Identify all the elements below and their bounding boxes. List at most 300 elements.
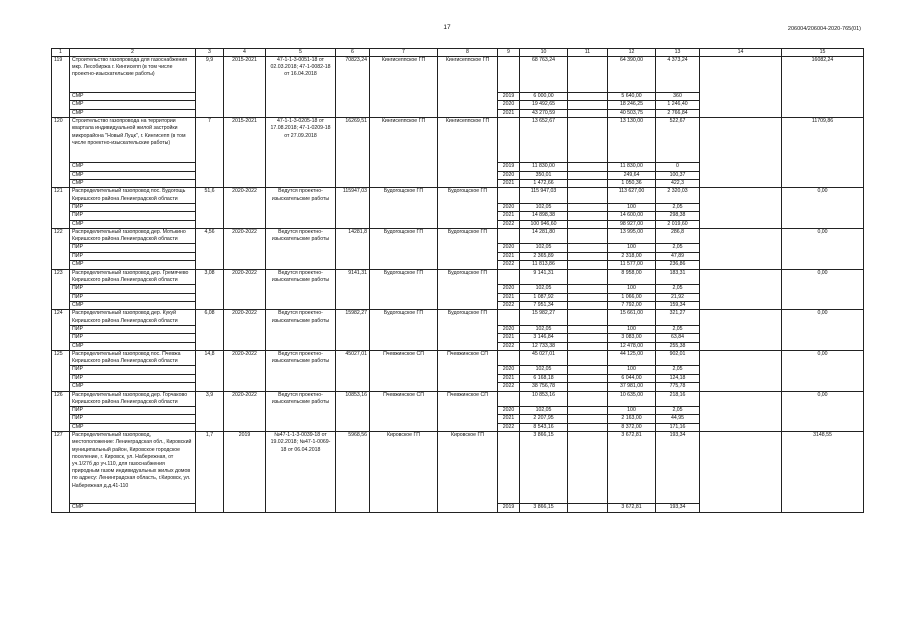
municipality: Будогощское ГП [370,310,438,351]
year: 2019 [498,93,520,101]
year: 2021 [498,415,520,423]
year-amount: 11 830,00 [520,163,568,171]
work-type: СМР [70,301,196,309]
empty-cell [568,334,608,342]
work-type: СМР [70,261,196,269]
year-local: 2 766,84 [656,109,700,117]
year-local: 2,05 [656,203,700,211]
expertise-document: 47-1-1-3-0051-18 от 02.03.2018; 47-1-0082-18 от 16.04.2018 [266,57,336,118]
empty-cell [568,118,608,163]
empty-cell [568,310,608,325]
page-number: 17 [443,24,451,31]
year-local: 100,37 [656,171,700,179]
year-local: 63,84 [656,334,700,342]
total-amount: 45 027,01 [520,350,568,365]
empty-cell [568,285,608,293]
total-amount: 15 982,27 [520,310,568,325]
balance-amount: 0,00 [782,310,864,351]
local-budget: 321,27 [656,310,700,325]
column-header: 7 [370,49,438,57]
year-regional: 8 372,00 [608,423,656,431]
empty-cell [700,269,782,310]
year-amount: 14 898,38 [520,212,568,220]
length-km: 6,08 [196,310,224,351]
object-name: Распределительный газопровод дер. Кукуй Киришского района Ленинградской области [70,310,196,325]
empty-cell [568,261,608,269]
year-regional: 37 981,00 [608,383,656,391]
column-header: 5 [266,49,336,57]
expertise-document: Ведутся проектно-изыскательские работы [266,391,336,432]
year: 2022 [498,220,520,228]
empty-cell [568,163,608,171]
row-number: 121 [52,188,70,229]
estimated-cost: 14281,8 [336,229,370,270]
municipality: Кингисеппское ГП [370,57,438,118]
table-row [52,350,864,365]
regional-budget: 13 130,00 [608,118,656,163]
customer: Будогощское ГП [438,229,498,270]
estimated-cost: 115947,03 [336,188,370,229]
row-number: 126 [52,391,70,432]
year-local: 193,34 [656,504,700,512]
municipality: Пчевжинское СП [370,350,438,391]
year-amount: 350,01 [520,171,568,179]
year-amount: 102,05 [520,366,568,374]
year: 2022 [498,342,520,350]
estimated-cost: 16269,51 [336,118,370,188]
work-type: ПИР [70,366,196,374]
regional-budget: 10 635,00 [608,391,656,406]
customer: Пчевжинское СП [438,391,498,432]
year: 2022 [498,383,520,391]
customer: Кировское ГП [438,432,498,512]
empty-cell [568,423,608,431]
empty-cell [568,293,608,301]
year: 2019 [498,504,520,512]
length-km: 9,9 [196,57,224,118]
column-header: 12 [608,49,656,57]
work-type: СМР [70,342,196,350]
year-regional: 5 640,00 [608,93,656,101]
year-local: 124,18 [656,374,700,382]
municipality: Будогощское ГП [370,188,438,229]
balance-amount: 16082,24 [782,57,864,118]
year-local: 2,05 [656,285,700,293]
year-local: 298,38 [656,212,700,220]
year-regional: 40 503,75 [608,109,656,117]
year-regional: 3 672,81 [608,504,656,512]
empty-cell [568,406,608,414]
year-amount: 1 472,66 [520,180,568,188]
year-amount: 2 365,89 [520,252,568,260]
length-km: 7 [196,118,224,188]
year-amount: 102,05 [520,203,568,211]
work-type: ПИР [70,374,196,382]
local-budget: 4 373,24 [656,57,700,93]
period: 2020-2022 [224,188,266,229]
document-id: 206004/206004-2020-765(01) [787,26,861,32]
year [498,269,520,284]
customer: Кингисеппское ГП [438,118,498,188]
row-number: 123 [52,269,70,310]
local-budget: 218,16 [656,391,700,406]
year [498,188,520,203]
balance-amount: 0,00 [782,391,864,432]
year-amount: 3 866,15 [520,504,568,512]
work-type: СМР [70,504,196,512]
local-budget: 193,34 [656,432,700,504]
table-row [52,57,864,93]
work-type: СМР [70,220,196,228]
empty-cell [568,57,608,93]
work-type: ПИР [70,406,196,414]
year: 2020 [498,244,520,252]
row-number: 122 [52,229,70,270]
empty-cell [568,109,608,117]
year-local: 47,89 [656,252,700,260]
year: 2019 [498,163,520,171]
table-row [52,118,864,163]
year-amount: 43 270,59 [520,109,568,117]
length-km: 3,08 [196,269,224,310]
empty-cell [568,301,608,309]
regional-budget: 13 995,00 [608,229,656,244]
work-type: ПИР [70,325,196,333]
length-km: 4,56 [196,229,224,270]
year: 2022 [498,423,520,431]
column-header: 1 [52,49,70,57]
year: 2021 [498,374,520,382]
empty-cell [568,220,608,228]
balance-amount: 11709,86 [782,118,864,188]
year-regional: 1 050,36 [608,180,656,188]
year-regional: 6 044,00 [608,374,656,382]
object-name: Распределительный газопровод дер. Гремячево Киришского района Ленинградской области [70,269,196,284]
work-type: СМР [70,383,196,391]
year-regional: 100 [608,406,656,414]
total-amount: 14 281,80 [520,229,568,244]
column-header: 8 [438,49,498,57]
year-regional: 18 246,25 [608,101,656,109]
year: 2021 [498,109,520,117]
object-name: Распределительный газопровод дер. Горчаково Киришского района Ленинградской области [70,391,196,406]
expertise-document: Ведутся проектно-изыскательские работы [266,269,336,310]
year: 2020 [498,101,520,109]
year-regional: 12 478,00 [608,342,656,350]
expertise-document: 47-1-1-3-0205-18 от 17.08.2018; 47-1-0209-18 от 27.09.2018 [266,118,336,188]
object-name: Строительство газопровода для газоснабжения мкр. Лесобиржа г. Кингисепп (в том числе проектно-изыскательские работы) [70,57,196,93]
year-local: 2,05 [656,325,700,333]
year-amount: 102,05 [520,325,568,333]
year-local: 775,78 [656,383,700,391]
empty-cell [568,212,608,220]
year-local: 2,05 [656,406,700,414]
year: 2022 [498,301,520,309]
work-type: СМР [70,171,196,179]
regional-budget: 15 661,00 [608,310,656,325]
year: 2020 [498,406,520,414]
row-number: 120 [52,118,70,188]
period: 2020-2022 [224,229,266,270]
customer: Пчевжинское СП [438,350,498,391]
total-amount: 13 652,67 [520,118,568,163]
year-regional: 14 600,00 [608,212,656,220]
period: 2020-2022 [224,350,266,391]
local-budget: 902,01 [656,350,700,365]
year-local: 422,3 [656,180,700,188]
table-row [52,391,864,406]
year: 2021 [498,252,520,260]
year-amount: 3 146,84 [520,334,568,342]
estimated-cost: 70823,24 [336,57,370,118]
balance-amount: 0,00 [782,350,864,391]
year-amount: 2 207,95 [520,415,568,423]
empty-cell [568,252,608,260]
table-row [52,188,864,203]
row-number: 127 [52,432,70,512]
year: 2020 [498,285,520,293]
expertise-document: Ведутся проектно-изыскательские работы [266,188,336,229]
empty-cell [568,432,608,504]
work-type: ПИР [70,203,196,211]
period: 2020-2022 [224,310,266,351]
empty-cell [568,171,608,179]
empty-cell [700,432,782,512]
period: 2019 [224,432,266,512]
expertise-document: №47-1-1-3-0039-18 от 19.02.2018; №47-1-0069-18 от 06.04.2018 [266,432,336,512]
year-regional: 249,64 [608,171,656,179]
balance-amount: 0,00 [782,269,864,310]
table-row [52,229,864,244]
object-name: Строительство газопровода на территории квартала индивидуальной жилой застройки микрорайона "Новый Луцк", г. Кингисепп (в том числе проектно-изыскательские работы) [70,118,196,163]
municipality: Пчевжинское СП [370,391,438,432]
work-type: СМР [70,109,196,117]
work-type: СМР [70,423,196,431]
empty-cell [568,101,608,109]
empty-cell [700,118,782,188]
local-budget: 522,67 [656,118,700,163]
year: 2020 [498,325,520,333]
year-local: 360 [656,93,700,101]
column-header: 14 [700,49,782,57]
year-regional: 1 066,00 [608,293,656,301]
work-type: ПИР [70,244,196,252]
empty-cell [568,93,608,101]
year: 2021 [498,212,520,220]
year-regional: 11 830,00 [608,163,656,171]
year-local: 2 019,60 [656,220,700,228]
empty-cell [568,415,608,423]
period: 2015-2021 [224,57,266,118]
year-local: 236,86 [656,261,700,269]
column-numbers-row [52,49,864,57]
year-amount: 1 087,92 [520,293,568,301]
year: 2021 [498,293,520,301]
empty-cell [568,504,608,512]
work-type: СМР [70,163,196,171]
expertise-document: Ведутся проектно-изыскательские работы [266,229,336,270]
total-amount: 10 853,16 [520,391,568,406]
year-amount: 100 946,60 [520,220,568,228]
work-type: ПИР [70,285,196,293]
year [498,118,520,163]
column-header: 6 [336,49,370,57]
year-regional: 100 [608,366,656,374]
year-amount: 6 168,18 [520,374,568,382]
year-local: 44,95 [656,415,700,423]
year [498,310,520,325]
column-header: 3 [196,49,224,57]
work-type: ПИР [70,415,196,423]
column-header: 15 [782,49,864,57]
work-type: СМР [70,93,196,101]
year-local: 2,05 [656,366,700,374]
customer: Будогощское ГП [438,188,498,229]
year-regional: 2 318,00 [608,252,656,260]
year-local: 1 246,40 [656,101,700,109]
column-header: 9 [498,49,520,57]
year-regional: 100 [608,285,656,293]
year: 2020 [498,366,520,374]
empty-cell [700,391,782,432]
expertise-document: Ведутся проектно-изыскательские работы [266,350,336,391]
table-body [52,57,864,513]
year [498,350,520,365]
balance-amount: 0,00 [782,188,864,229]
estimated-cost: 45027,01 [336,350,370,391]
total-amount: 9 141,31 [520,269,568,284]
estimated-cost: 15982,27 [336,310,370,351]
year-local: 2,05 [656,244,700,252]
empty-cell [568,342,608,350]
regional-budget: 44 125,00 [608,350,656,365]
year-amount: 38 756,78 [520,383,568,391]
empty-cell [568,383,608,391]
year [498,57,520,93]
length-km: 51,6 [196,188,224,229]
year-regional: 100 [608,203,656,211]
year-local: 0 [656,163,700,171]
row-number: 119 [52,57,70,118]
work-type: ПИР [70,334,196,342]
work-type: ПИР [70,212,196,220]
year-local: 159,34 [656,301,700,309]
regional-budget: 113 627,00 [608,188,656,203]
regional-budget: 3 672,81 [608,432,656,504]
table-row [52,310,864,325]
year: 2021 [498,180,520,188]
year-amount: 102,05 [520,406,568,414]
empty-cell [568,229,608,244]
year [498,229,520,244]
empty-cell [568,374,608,382]
year-amount: 102,05 [520,285,568,293]
year-regional: 3 083,00 [608,334,656,342]
object-name: Распределительный газопровод пос. Пчевжа Киришского района Ленинградской области [70,350,196,365]
object-name: Распределительный газопровод дер. Мотькино Киришского района Ленинградской области [70,229,196,244]
local-budget: 2 320,03 [656,188,700,203]
expertise-document: Ведутся проектно-изыскательские работы [266,310,336,351]
empty-cell [568,244,608,252]
period: 2020-2022 [224,391,266,432]
work-type: ПИР [70,252,196,260]
empty-cell [700,350,782,391]
empty-cell [568,269,608,284]
total-amount: 68 763,24 [520,57,568,93]
year-regional: 100 [608,244,656,252]
total-amount: 3 866,15 [520,432,568,504]
work-type: ПИР [70,293,196,301]
local-budget: 183,31 [656,269,700,284]
year-regional: 7 792,00 [608,301,656,309]
row-number: 124 [52,310,70,351]
empty-cell [568,325,608,333]
year-regional: 100 [608,325,656,333]
work-type: СМР [70,180,196,188]
year-regional: 2 163,00 [608,415,656,423]
empty-cell [700,57,782,118]
year [498,432,520,504]
year [498,391,520,406]
column-header: 11 [568,49,608,57]
empty-cell [568,350,608,365]
estimated-cost: 10853,16 [336,391,370,432]
year-amount: 102,05 [520,244,568,252]
total-amount: 115 947,03 [520,188,568,203]
balance-amount: 3148,55 [782,432,864,512]
column-header: 4 [224,49,266,57]
year-amount: 12 733,38 [520,342,568,350]
empty-cell [700,229,782,270]
column-header: 2 [70,49,196,57]
work-type: СМР [70,101,196,109]
customer: Будогощское ГП [438,269,498,310]
regional-budget: 8 958,00 [608,269,656,284]
table-row [52,269,864,284]
year-local: 255,38 [656,342,700,350]
empty-cell [568,188,608,203]
municipality: Будогощское ГП [370,229,438,270]
regional-budget: 64 390,00 [608,57,656,93]
year-amount: 19 492,65 [520,101,568,109]
object-name: Распределительный газопровод пос. Будогощь Киришского района Ленинградской области [70,188,196,203]
period: 2015-2021 [224,118,266,188]
empty-cell [568,391,608,406]
year: 2022 [498,261,520,269]
customer: Кингисеппское ГП [438,57,498,118]
municipality: Кингисеппское ГП [370,118,438,188]
length-km: 3,9 [196,391,224,432]
period: 2020-2022 [224,269,266,310]
year-local: 171,16 [656,423,700,431]
year: 2020 [498,171,520,179]
column-header: 13 [656,49,700,57]
year-regional: 11 577,00 [608,261,656,269]
table-row [52,432,864,504]
empty-cell [568,366,608,374]
balance-amount: 0,00 [782,229,864,270]
municipality: Кировское ГП [370,432,438,512]
year-amount: 8 543,16 [520,423,568,431]
empty-cell [700,310,782,351]
column-header: 10 [520,49,568,57]
empty-cell [568,203,608,211]
length-km: 14,8 [196,350,224,391]
year-amount: 11 813,86 [520,261,568,269]
estimated-cost: 5968,56 [336,432,370,512]
municipality: Будогощское ГП [370,269,438,310]
estimated-cost: 9141,31 [336,269,370,310]
